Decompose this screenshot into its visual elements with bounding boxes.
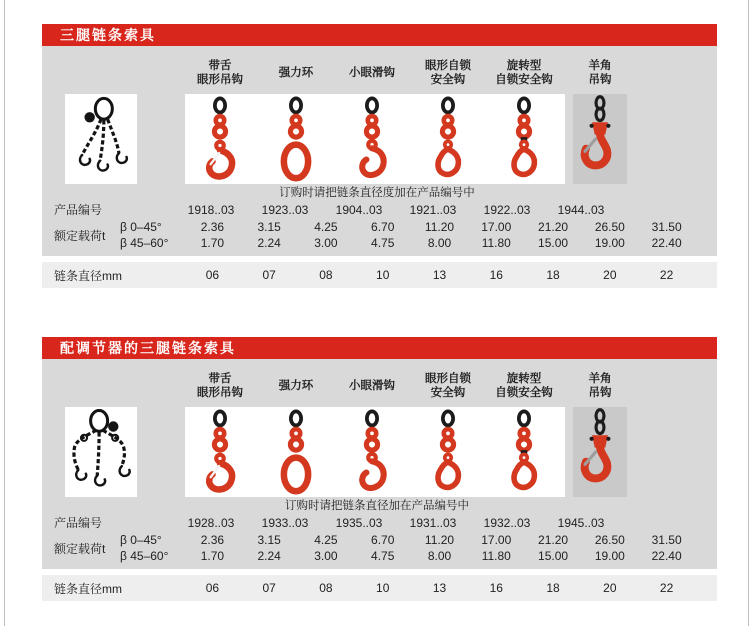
load-values-0-45	[184, 219, 695, 235]
clevis-sling-hook-icon	[573, 95, 627, 183]
section-title: 配调节器的三腿链条索具	[60, 340, 236, 356]
hook-type-header-4	[410, 52, 486, 94]
hook-image-eye-self-locking-safety-hook	[410, 407, 486, 497]
section-body	[42, 359, 717, 569]
hook-type-header-4	[410, 365, 486, 407]
load-value: 31.50	[651, 220, 682, 234]
hook-image-small-eye-slip-hook	[334, 407, 410, 497]
load-value: 21.20	[538, 220, 569, 234]
page-edge-right	[748, 0, 749, 626]
load-value: 3.00	[314, 549, 338, 563]
product-number-row	[42, 202, 717, 219]
diameter-value: 10	[376, 268, 390, 282]
diameter-value: 13	[432, 581, 447, 595]
page-edge-left	[4, 0, 5, 626]
diameter-value: 07	[262, 581, 276, 595]
beta-angle-labels	[120, 219, 184, 251]
three-leg-sling-with-adjuster-illustration	[67, 409, 135, 495]
load-value: 4.25	[314, 220, 338, 234]
hook-type-header-row	[182, 359, 638, 407]
product-number-label: 产品编号	[54, 516, 103, 530]
product-number: 1928..03	[187, 516, 235, 530]
load-value: 15.00	[538, 236, 569, 250]
header-text: 带舌	[208, 373, 232, 385]
hook-type-header-6	[562, 52, 638, 94]
header-text: 强力环	[278, 380, 314, 392]
section-title: 三腿链条索具	[60, 27, 156, 43]
chain-diameter-label: 链条直径mm	[54, 268, 122, 283]
load-value: 22.40	[651, 549, 682, 563]
product-number-row	[42, 515, 717, 532]
header-text: 眼形吊钩	[197, 74, 243, 86]
hook-image-clevis-sling-hook	[562, 94, 638, 184]
hook-type-header-row	[182, 46, 638, 94]
hook-type-header-5	[486, 52, 562, 94]
clevis-hook-gray-panel	[573, 94, 627, 184]
load-value: 8.00	[427, 236, 452, 250]
product-number: 1918..03	[187, 203, 235, 217]
hook-image-small-eye-slip-hook	[334, 94, 410, 184]
diameter-value: 18	[546, 581, 560, 595]
product-images-row	[42, 407, 717, 497]
hook-image-eye-hook-with-latch	[182, 94, 258, 184]
header-text: 安全钩	[430, 74, 466, 86]
load-value: 31.50	[651, 533, 682, 547]
load-value: 2.36	[200, 220, 225, 234]
product-numbers	[174, 515, 618, 532]
header-text: 吊钩	[588, 74, 612, 86]
header-text: 旋转型	[506, 60, 542, 72]
hook-images	[182, 94, 638, 184]
load-value: 11.20	[424, 533, 455, 547]
hook-type-header-2	[258, 365, 334, 407]
load-value: 17.00	[481, 220, 512, 234]
product-number: 1933..03	[261, 516, 309, 530]
eye-self-locking-safety-hook-icon	[420, 96, 476, 182]
product-images-row	[42, 94, 717, 184]
load-value: 17.00	[481, 533, 512, 547]
swivel-self-locking-safety-hook-icon	[496, 96, 552, 182]
product-number: 1944..03	[557, 203, 605, 217]
beta-45-60-label: β 45–60°	[120, 549, 169, 563]
diameter-value: 16	[489, 268, 503, 282]
load-value: 11.20	[424, 220, 455, 234]
rated-load-values	[184, 219, 695, 251]
load-value: 1.70	[200, 549, 225, 563]
rated-load-rows	[42, 219, 717, 251]
hook-type-header-5	[486, 365, 562, 407]
diameter-value: 16	[489, 581, 503, 595]
diameter-value: 20	[603, 581, 617, 595]
diameter-value: 06	[205, 581, 220, 595]
hook-image-master-link	[258, 94, 334, 184]
header-text: 眼形吊钩	[197, 387, 243, 399]
header-text: 小眼滑钩	[349, 67, 395, 79]
hook-type-header-1	[182, 52, 258, 94]
eye-hook-with-latch-icon	[192, 409, 248, 495]
load-value: 11.80	[481, 236, 511, 250]
clevis-hook-gray-panel	[573, 407, 627, 497]
hook-images	[182, 407, 638, 497]
header-text: 带舌	[208, 60, 232, 72]
product-number: 1945..03	[557, 516, 605, 530]
load-values-45-60	[184, 235, 695, 251]
swivel-self-locking-safety-hook-icon	[496, 409, 552, 495]
header-text: 自锁安全钩	[495, 74, 553, 86]
load-value: 19.00	[594, 236, 625, 250]
load-value: 11.80	[481, 549, 511, 563]
load-value: 26.50	[594, 533, 625, 547]
master-link-icon	[268, 96, 324, 182]
hook-image-eye-self-locking-safety-hook	[410, 94, 486, 184]
sling-assembly-image	[65, 407, 137, 497]
diameter-value: 10	[376, 581, 390, 595]
product-number: 1932..03	[483, 516, 531, 530]
load-value: 22.40	[651, 236, 682, 250]
load-value: 6.70	[371, 220, 395, 234]
small-eye-slip-hook-icon	[344, 96, 400, 182]
load-value: 8.00	[427, 549, 452, 563]
diameter-value: 07	[262, 268, 276, 282]
load-value: 21.20	[538, 533, 569, 547]
product-number: 1935..03	[335, 516, 383, 530]
header-text: 吊钩	[588, 387, 612, 399]
load-value: 1.70	[200, 236, 225, 250]
three-leg-sling-illustration	[67, 96, 135, 182]
load-value: 4.75	[371, 236, 395, 250]
load-value: 19.00	[594, 549, 625, 563]
hook-image-master-link	[258, 407, 334, 497]
product-number: 1922..03	[483, 203, 531, 217]
load-value: 4.75	[371, 549, 395, 563]
header-text: 小眼滑钩	[349, 380, 395, 392]
load-value: 26.50	[594, 220, 625, 234]
section-three-leg-chain-sling	[42, 24, 717, 288]
load-value: 3.00	[314, 236, 338, 250]
diameter-value: 08	[319, 581, 333, 595]
product-number: 1923..03	[261, 203, 309, 217]
header-text: 自锁安全钩	[495, 387, 553, 399]
clevis-sling-hook-icon	[573, 408, 627, 496]
diameter-value: 22	[659, 581, 674, 595]
section-three-leg-chain-sling-with-adjuster	[42, 337, 717, 601]
chain-diameter-label: 链条直径mm	[54, 581, 122, 596]
beta-45-60-label: β 45–60°	[120, 236, 169, 250]
eye-self-locking-safety-hook-icon	[420, 409, 476, 495]
load-value: 3.15	[257, 533, 281, 547]
beta-0-45-label: β 0–45°	[120, 533, 162, 547]
rated-load-label: 额定载荷t	[54, 541, 106, 556]
product-numbers	[174, 202, 618, 219]
hook-image-clevis-sling-hook	[562, 407, 638, 497]
hook-type-header-1	[182, 365, 258, 407]
product-number: 1921..03	[409, 203, 457, 217]
product-number: 1931..03	[409, 516, 457, 530]
header-text: 羊角	[588, 373, 612, 385]
header-text: 眼形自锁	[425, 60, 471, 72]
load-values-0-45	[184, 532, 695, 548]
load-value: 3.15	[257, 220, 281, 234]
sling-assembly-image	[65, 94, 137, 184]
chain-diameter-row	[42, 262, 717, 288]
diameter-value: 22	[659, 268, 674, 282]
section-title-bar	[42, 24, 717, 46]
product-number-label: 产品编号	[54, 203, 103, 217]
rated-load-values	[184, 532, 695, 564]
hook-type-header-2	[258, 52, 334, 94]
diameter-value: 08	[319, 268, 333, 282]
diameter-value: 06	[205, 268, 220, 282]
load-value: 2.24	[257, 236, 281, 250]
hook-image-swivel-self-locking-safety-hook	[486, 94, 562, 184]
header-text: 眼形自锁	[425, 373, 471, 385]
diameter-value: 18	[546, 268, 560, 282]
rated-load-label: 额定载荷t	[54, 228, 106, 243]
rated-load-rows	[42, 532, 717, 564]
hook-type-header-3	[334, 52, 410, 94]
header-text: 旋转型	[506, 373, 542, 385]
ordering-note: 订购时请把链条直径加在产品编号中	[285, 500, 469, 512]
eye-hook-with-latch-icon	[192, 96, 248, 182]
load-value: 2.24	[257, 549, 281, 563]
load-values-45-60	[184, 548, 695, 564]
load-value: 4.25	[314, 533, 338, 547]
diameter-value: 20	[603, 268, 617, 282]
section-title-bar	[42, 337, 717, 359]
load-value: 6.70	[371, 533, 395, 547]
header-text: 强力环	[278, 67, 314, 79]
hook-image-swivel-self-locking-safety-hook	[486, 407, 562, 497]
beta-0-45-label: β 0–45°	[120, 220, 162, 234]
product-number: 1904..03	[335, 203, 383, 217]
hook-image-eye-hook-with-latch	[182, 407, 258, 497]
chain-diameter-values	[184, 268, 695, 282]
chain-diameter-values	[184, 581, 695, 595]
ordering-note: 订购时请把链条直径度加在产品编号中	[279, 187, 475, 199]
load-value: 2.36	[200, 533, 225, 547]
small-eye-slip-hook-icon	[344, 409, 400, 495]
header-text: 羊角	[588, 60, 612, 72]
header-text: 安全钩	[430, 387, 466, 399]
beta-angle-labels	[120, 532, 184, 564]
load-value: 15.00	[538, 549, 569, 563]
chain-diameter-row	[42, 575, 717, 601]
diameter-value: 13	[432, 268, 447, 282]
master-link-icon	[268, 409, 324, 495]
section-body	[42, 46, 717, 256]
hook-type-header-6	[562, 365, 638, 407]
hook-type-header-3	[334, 365, 410, 407]
